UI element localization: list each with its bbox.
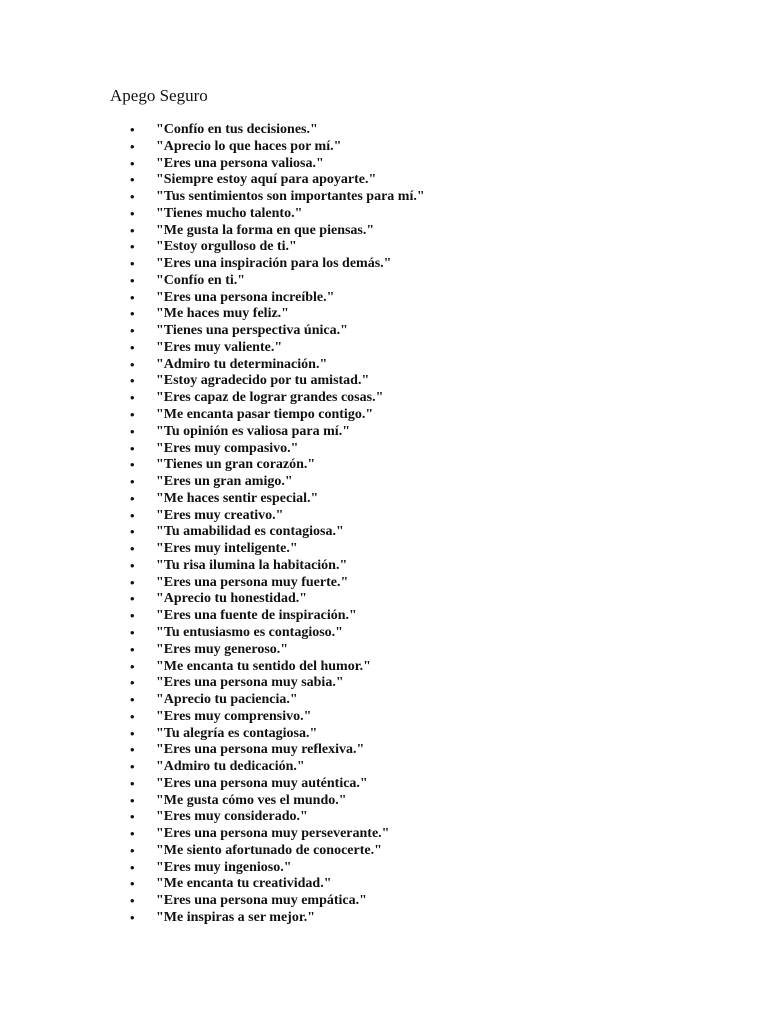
list-item (130, 273, 425, 290)
list-item (130, 223, 425, 240)
list-item-text: "Eres muy compasivo." (156, 440, 299, 456)
bullet-icon: • (130, 122, 135, 137)
bullet-icon: • (130, 658, 135, 674)
bullet-icon: • (130, 591, 135, 607)
bullet-icon: • (130, 323, 135, 339)
bullet-icon: • (130, 574, 135, 590)
list-item (130, 642, 425, 659)
list-item (130, 709, 425, 726)
bullet-icon: • (130, 474, 135, 490)
bullet-icon: • (130, 624, 135, 640)
list-item (130, 508, 425, 525)
list-item-text: "Aprecio tu paciencia." (156, 692, 298, 708)
list-item-text: "Me encanta tu sentido del humor." (156, 658, 371, 674)
list-item (130, 793, 425, 810)
list-item-text: "Eres muy generoso." (156, 641, 289, 657)
list-item (130, 474, 425, 491)
list-item-text: "Confío en ti." (156, 272, 246, 288)
list-item-text: "Me gusta cómo ves el mundo." (156, 792, 347, 808)
bullet-icon: • (130, 289, 135, 305)
list-item-text: "Me haces muy feliz." (156, 306, 289, 322)
list-item-text: "Eres una persona muy reflexiva." (156, 742, 365, 758)
bullet-icon: • (130, 457, 135, 473)
list-item-text: "Aprecio lo que haces por mí." (156, 138, 342, 154)
list-item (130, 742, 425, 759)
list-item (130, 290, 425, 307)
list-item-text: "Eres muy considerado." (156, 809, 308, 825)
bullet-icon: • (130, 557, 135, 573)
list-item (130, 491, 425, 508)
list-item-text: "Confío en tus decisiones." (156, 122, 318, 137)
bullet-icon: • (130, 909, 135, 925)
bullet-icon: • (130, 306, 135, 322)
list-item-text: "Eres capaz de lograr grandes cosas." (156, 390, 384, 406)
list-item-text: "Aprecio tu honestidad." (156, 591, 308, 607)
list-item (130, 608, 425, 625)
list-item-text: "Siempre estoy aquí para apoyarte." (156, 172, 377, 188)
list-item (130, 675, 425, 692)
bullet-icon: • (130, 390, 135, 406)
list-item-text: "Tus sentimientos son importantes para mí." (156, 189, 425, 205)
list-item-text: "Eres una persona muy empática." (156, 893, 367, 909)
list-item-text: "Eres muy creativo." (156, 507, 284, 523)
list-item (130, 139, 425, 156)
list-item (130, 659, 425, 676)
list-item (130, 876, 425, 893)
bullet-icon: • (130, 893, 135, 909)
bullet-icon: • (130, 440, 135, 456)
list-item-text: "Estoy orgulloso de ti." (156, 239, 297, 255)
list-item-text: "Tienes una perspectiva única." (156, 323, 348, 339)
list-item (130, 407, 425, 424)
list-item-text: "Eres una persona increíble." (156, 289, 335, 305)
list-item-text: "Eres un gran amigo." (156, 474, 293, 490)
list-item (130, 575, 425, 592)
list-item (130, 306, 425, 323)
list-item (130, 726, 425, 743)
list-item (130, 206, 425, 223)
bullet-icon: • (130, 507, 135, 523)
list-item (130, 457, 425, 474)
bullet-icon: • (130, 239, 135, 255)
bullet-icon: • (130, 423, 135, 439)
list-item-text: "Tienes un gran corazón." (156, 457, 316, 473)
list-item (130, 256, 425, 273)
page-title: Apego Seguro (110, 86, 208, 105)
bullet-icon: • (130, 842, 135, 858)
list-item-text: "Admiro tu dedicación." (156, 759, 305, 775)
list-item-text: "Eres muy ingenioso." (156, 859, 292, 875)
list-item-text: "Eres una inspiración para los demás." (156, 256, 392, 272)
bullet-icon: • (130, 138, 135, 154)
bullet-icon: • (130, 675, 135, 691)
list-item (130, 357, 425, 374)
bullet-icon: • (130, 407, 135, 423)
bullet-icon: • (130, 859, 135, 875)
bullet-icon: • (130, 356, 135, 372)
list-item-text: "Estoy agradecido por tu amistad." (156, 373, 370, 389)
list-item (130, 809, 425, 826)
bullet-icon: • (130, 809, 135, 825)
list-item-text: "Me encanta tu creatividad." (156, 876, 332, 892)
list-item (130, 625, 425, 642)
list-item (130, 122, 425, 139)
list-item (130, 524, 425, 541)
bullet-icon: • (130, 742, 135, 758)
bullet-icon: • (130, 222, 135, 238)
bullet-icon: • (130, 256, 135, 272)
bullet-icon: • (130, 272, 135, 288)
list-item-text: "Eres muy valiente." (156, 339, 283, 355)
bullet-icon: • (130, 692, 135, 708)
bullet-icon: • (130, 490, 135, 506)
bullet-icon: • (130, 775, 135, 791)
list-item (130, 910, 425, 927)
list-item (130, 323, 425, 340)
list-item (130, 591, 425, 608)
bullet-icon: • (130, 876, 135, 892)
bullet-icon: • (130, 155, 135, 171)
list-item (130, 189, 425, 206)
list-item-text: "Eres una persona muy fuerte." (156, 574, 349, 590)
list-item (130, 441, 425, 458)
list-item-text: "Me gusta la forma en que piensas." (156, 222, 375, 238)
list-item-text: "Tu opinión es valiosa para mí." (156, 423, 350, 439)
list-item (130, 172, 425, 189)
bullet-icon: • (130, 759, 135, 775)
list-item-text: "Eres una fuente de inspiración." (156, 608, 357, 624)
list-item (130, 860, 425, 877)
list-item-text: "Eres una persona muy sabia." (156, 675, 344, 691)
bullet-icon: • (130, 708, 135, 724)
list-item-text: "Eres muy inteligente." (156, 541, 298, 557)
bullet-icon: • (130, 205, 135, 221)
bullet-icon: • (130, 641, 135, 657)
list-item-text: "Me inspiras a ser mejor." (156, 909, 316, 925)
list-item-text: "Tu risa ilumina la habitación." (156, 557, 348, 573)
list-item (130, 541, 425, 558)
phrase-list (130, 122, 425, 927)
list-item-text: "Tu alegría es contagiosa." (156, 725, 318, 741)
list-item (130, 239, 425, 256)
bullet-icon: • (130, 826, 135, 842)
list-item-text: "Tu amabilidad es contagiosa." (156, 524, 344, 540)
list-item (130, 893, 425, 910)
list-item (130, 156, 425, 173)
bullet-icon: • (130, 524, 135, 540)
bullet-icon: • (130, 792, 135, 808)
list-item-text: "Eres una persona muy perseverante." (156, 826, 390, 842)
bullet-icon: • (130, 608, 135, 624)
list-item-text: "Me siento afortunado de conocerte." (156, 842, 382, 858)
list-item (130, 843, 425, 860)
list-item (130, 373, 425, 390)
list-item (130, 776, 425, 793)
list-item (130, 558, 425, 575)
list-item (130, 424, 425, 441)
list-item-text: "Eres una persona valiosa." (156, 155, 324, 171)
list-item-text: "Admiro tu determinación." (156, 356, 328, 372)
list-item-text: "Tu entusiasmo es contagioso." (156, 624, 343, 640)
list-item-text: "Me encanta pasar tiempo contigo." (156, 407, 374, 423)
list-item (130, 826, 425, 843)
bullet-icon: • (130, 373, 135, 389)
list-item-text: "Tienes mucho talento." (156, 205, 303, 221)
list-item (130, 340, 425, 357)
bullet-icon: • (130, 541, 135, 557)
bullet-icon: • (130, 189, 135, 205)
bullet-icon: • (130, 172, 135, 188)
list-item-text: "Eres una persona muy auténtica." (156, 775, 368, 791)
list-item-text: "Eres muy comprensivo." (156, 708, 312, 724)
bullet-icon: • (130, 339, 135, 355)
bullet-icon: • (130, 725, 135, 741)
list-item (130, 759, 425, 776)
list-item-text: "Me haces sentir especial." (156, 490, 319, 506)
list-item (130, 692, 425, 709)
list-item (130, 390, 425, 407)
